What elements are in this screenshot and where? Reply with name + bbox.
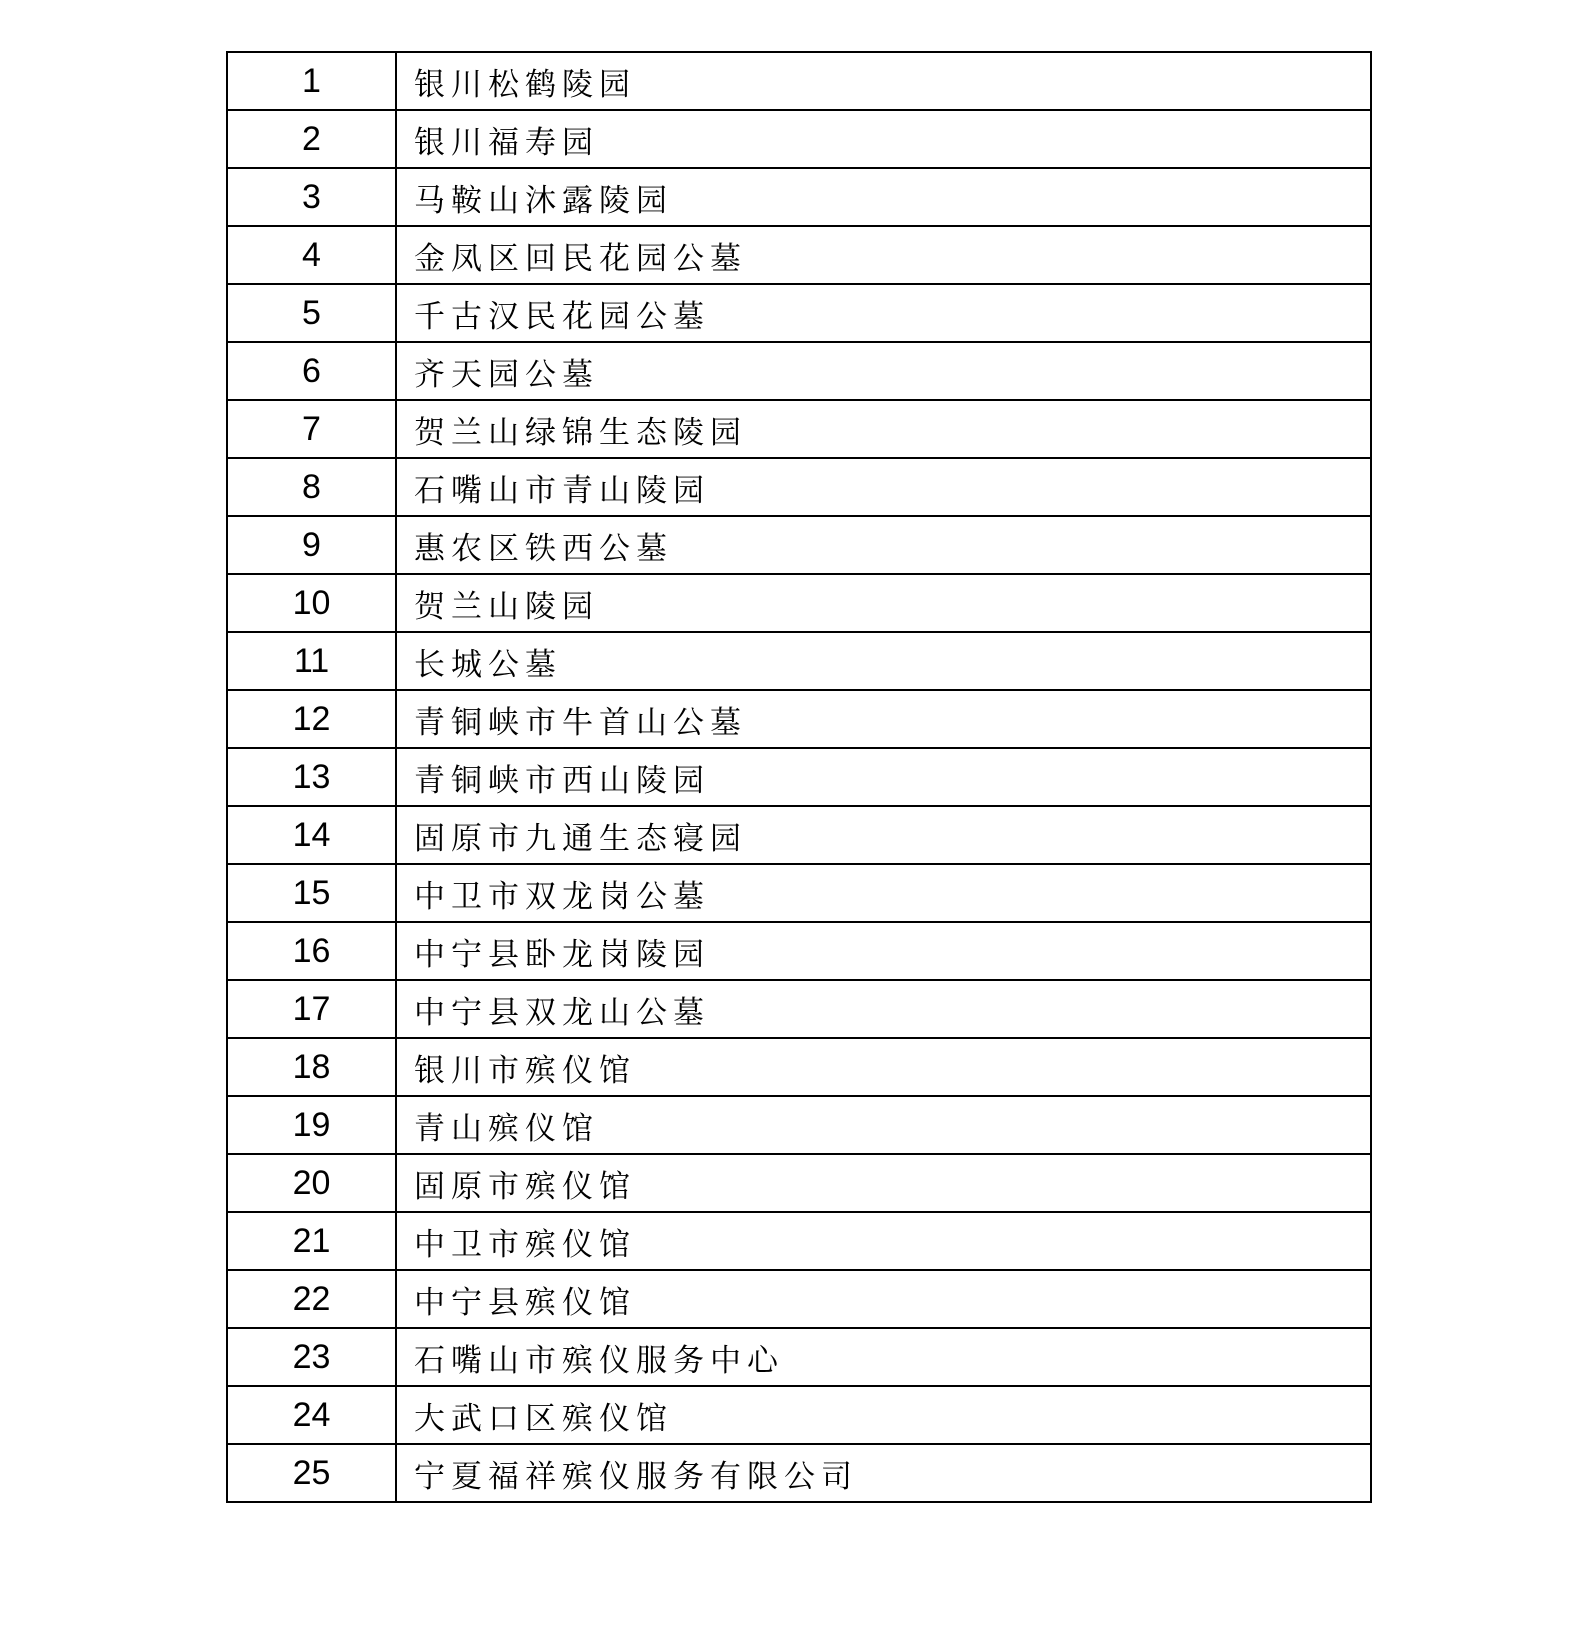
facility-name: 青山殡仪馆 — [396, 1096, 1371, 1154]
row-number: 24 — [227, 1386, 396, 1444]
row-number: 18 — [227, 1038, 396, 1096]
facility-name: 宁夏福祥殡仪服务有限公司 — [396, 1444, 1371, 1502]
table-row — [227, 1154, 1371, 1212]
row-number: 13 — [227, 748, 396, 806]
facility-name: 齐天园公墓 — [396, 342, 1371, 400]
table-row — [227, 110, 1371, 168]
table-row — [227, 52, 1371, 110]
facility-name: 长城公墓 — [396, 632, 1371, 690]
row-number: 23 — [227, 1328, 396, 1386]
row-number: 6 — [227, 342, 396, 400]
facility-name: 大武口区殡仪馆 — [396, 1386, 1371, 1444]
table-row — [227, 342, 1371, 400]
facility-name: 青铜峡市牛首山公墓 — [396, 690, 1371, 748]
facility-name: 中宁县卧龙岗陵园 — [396, 922, 1371, 980]
row-number: 5 — [227, 284, 396, 342]
facility-name: 惠农区铁西公墓 — [396, 516, 1371, 574]
facility-name: 石嘴山市青山陵园 — [396, 458, 1371, 516]
table-row — [227, 574, 1371, 632]
table-row — [227, 1444, 1371, 1502]
table-row — [227, 168, 1371, 226]
facility-name: 固原市殡仪馆 — [396, 1154, 1371, 1212]
facility-name: 中宁县双龙山公墓 — [396, 980, 1371, 1038]
table-row — [227, 1096, 1371, 1154]
facility-name: 金凤区回民花园公墓 — [396, 226, 1371, 284]
table-row — [227, 922, 1371, 980]
table-row — [227, 690, 1371, 748]
table-row — [227, 1270, 1371, 1328]
facility-name: 银川松鹤陵园 — [396, 52, 1371, 110]
table-body — [227, 52, 1371, 1502]
table-row — [227, 1328, 1371, 1386]
row-number: 17 — [227, 980, 396, 1038]
row-number: 14 — [227, 806, 396, 864]
facility-name: 贺兰山陵园 — [396, 574, 1371, 632]
table-row — [227, 400, 1371, 458]
row-number: 7 — [227, 400, 396, 458]
facility-name: 中卫市殡仪馆 — [396, 1212, 1371, 1270]
row-number: 3 — [227, 168, 396, 226]
row-number: 9 — [227, 516, 396, 574]
row-number: 21 — [227, 1212, 396, 1270]
row-number: 11 — [227, 632, 396, 690]
row-number: 10 — [227, 574, 396, 632]
table-row — [227, 748, 1371, 806]
facility-name: 贺兰山绿锦生态陵园 — [396, 400, 1371, 458]
facility-name: 中卫市双龙岗公墓 — [396, 864, 1371, 922]
table-row — [227, 864, 1371, 922]
row-number: 20 — [227, 1154, 396, 1212]
row-number: 16 — [227, 922, 396, 980]
table-row — [227, 632, 1371, 690]
row-number: 12 — [227, 690, 396, 748]
facility-name: 银川福寿园 — [396, 110, 1371, 168]
table-row — [227, 458, 1371, 516]
row-number: 1 — [227, 52, 396, 110]
table-row — [227, 806, 1371, 864]
table-row — [227, 1038, 1371, 1096]
table-row — [227, 284, 1371, 342]
table-row — [227, 226, 1371, 284]
row-number: 19 — [227, 1096, 396, 1154]
facility-name: 千古汉民花园公墓 — [396, 284, 1371, 342]
facility-name: 石嘴山市殡仪服务中心 — [396, 1328, 1371, 1386]
facility-table — [226, 51, 1372, 1503]
table-row — [227, 1386, 1371, 1444]
row-number: 22 — [227, 1270, 396, 1328]
table-row — [227, 516, 1371, 574]
row-number: 4 — [227, 226, 396, 284]
table-row — [227, 980, 1371, 1038]
facility-name: 马鞍山沐露陵园 — [396, 168, 1371, 226]
facility-name: 固原市九通生态寝园 — [396, 806, 1371, 864]
table-row — [227, 1212, 1371, 1270]
row-number: 15 — [227, 864, 396, 922]
row-number: 2 — [227, 110, 396, 168]
facility-name: 中宁县殡仪馆 — [396, 1270, 1371, 1328]
facility-name: 银川市殡仪馆 — [396, 1038, 1371, 1096]
row-number: 25 — [227, 1444, 396, 1502]
row-number: 8 — [227, 458, 396, 516]
facility-name: 青铜峡市西山陵园 — [396, 748, 1371, 806]
